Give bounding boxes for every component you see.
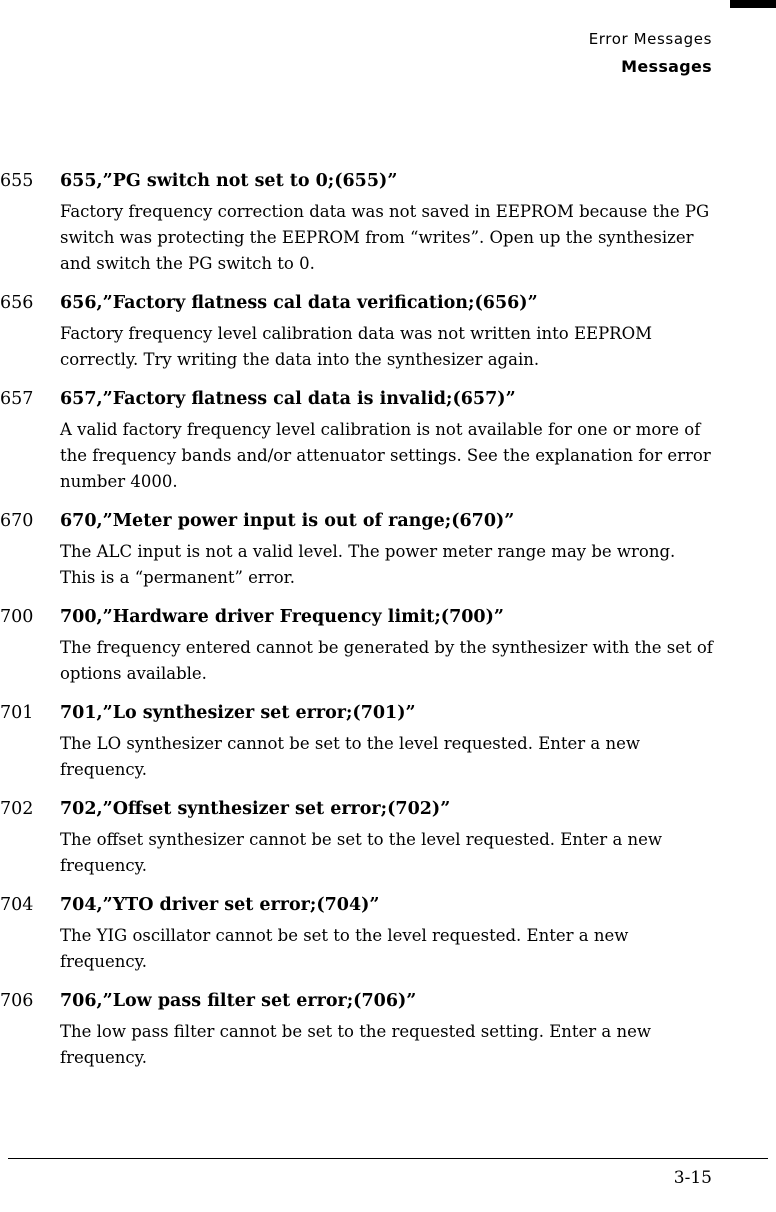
error-title: 656,”Factory flatness cal data verification;(656)” xyxy=(60,293,538,313)
error-entry xyxy=(0,700,776,783)
error-description: Factory frequency level calibration data was not written into EEPROM correctly. Try writing the data into the synthesizer again. xyxy=(60,324,653,369)
page-number: 3-15 xyxy=(673,1168,712,1188)
error-entry xyxy=(0,892,776,975)
error-title: 670,”Meter power input is out of range;(670)” xyxy=(60,511,515,531)
error-description: The low pass filter cannot be set to the requested setting. Enter a new frequency. xyxy=(60,1022,652,1067)
page-header xyxy=(589,30,712,76)
error-code: 701 xyxy=(0,703,34,723)
error-title: 657,”Factory flatness cal data is invalid;(657)” xyxy=(60,389,516,409)
error-entry xyxy=(0,988,776,1071)
error-entry-heading xyxy=(0,508,776,534)
error-code: 670 xyxy=(0,511,34,531)
corner-marker xyxy=(730,0,776,8)
error-title: 655,”PG switch not set to 0;(655)” xyxy=(60,171,398,191)
error-code: 700 xyxy=(0,607,34,627)
error-code: 702 xyxy=(0,799,34,819)
error-message-list xyxy=(0,168,776,1084)
error-entry xyxy=(0,604,776,687)
error-title: 706,”Low pass filter set error;(706)” xyxy=(60,991,417,1011)
error-title: 704,”YTO driver set error;(704)” xyxy=(60,895,380,915)
error-entry-heading xyxy=(0,604,776,630)
error-entry xyxy=(0,290,776,373)
error-entry-heading xyxy=(0,700,776,726)
error-description: The offset synthesizer cannot be set to the level requested. Enter a new frequency. xyxy=(60,830,663,875)
header-chapter-title: Error Messages xyxy=(588,30,712,48)
error-title: 700,”Hardware driver Frequency limit;(700)” xyxy=(60,607,504,627)
header-section-title: Messages xyxy=(621,57,712,76)
error-entry-heading xyxy=(0,988,776,1014)
error-entry-heading xyxy=(0,290,776,316)
error-title: 701,”Lo synthesizer set error;(701)” xyxy=(60,703,416,723)
error-description: The YIG oscillator cannot be set to the level requested. Enter a new frequency. xyxy=(60,926,629,971)
error-entry xyxy=(0,796,776,879)
error-entry xyxy=(0,508,776,591)
footer-divider xyxy=(8,1158,768,1159)
error-description: The LO synthesizer cannot be set to the level requested. Enter a new frequency. xyxy=(60,734,641,779)
error-description: Factory frequency correction data was not saved in EEPROM because the PG switch was protecting the EEPROM from “writes”. Open up the synthesizer and switch the PG switch to 0. xyxy=(60,202,710,273)
error-entry xyxy=(0,386,776,495)
error-description: The ALC input is not a valid level. The power meter range may be wrong. This is a “permanent” error. xyxy=(60,542,676,587)
error-description: A valid factory frequency level calibration is not available for one or more of the frequency bands and/or attenuator settings. See the explanation for error number 4000. xyxy=(60,420,711,491)
error-code: 656 xyxy=(0,293,34,313)
error-code: 704 xyxy=(0,895,34,915)
error-code: 655 xyxy=(0,171,34,191)
error-code: 706 xyxy=(0,991,34,1011)
error-description: The frequency entered cannot be generated by the synthesizer with the set of options available. xyxy=(60,638,713,683)
error-title: 702,”Offset synthesizer set error;(702)” xyxy=(60,799,451,819)
error-entry-heading xyxy=(0,386,776,412)
error-entry xyxy=(0,168,776,277)
error-entry-heading xyxy=(0,892,776,918)
error-entry-heading xyxy=(0,168,776,194)
error-code: 657 xyxy=(0,389,34,409)
error-entry-heading xyxy=(0,796,776,822)
